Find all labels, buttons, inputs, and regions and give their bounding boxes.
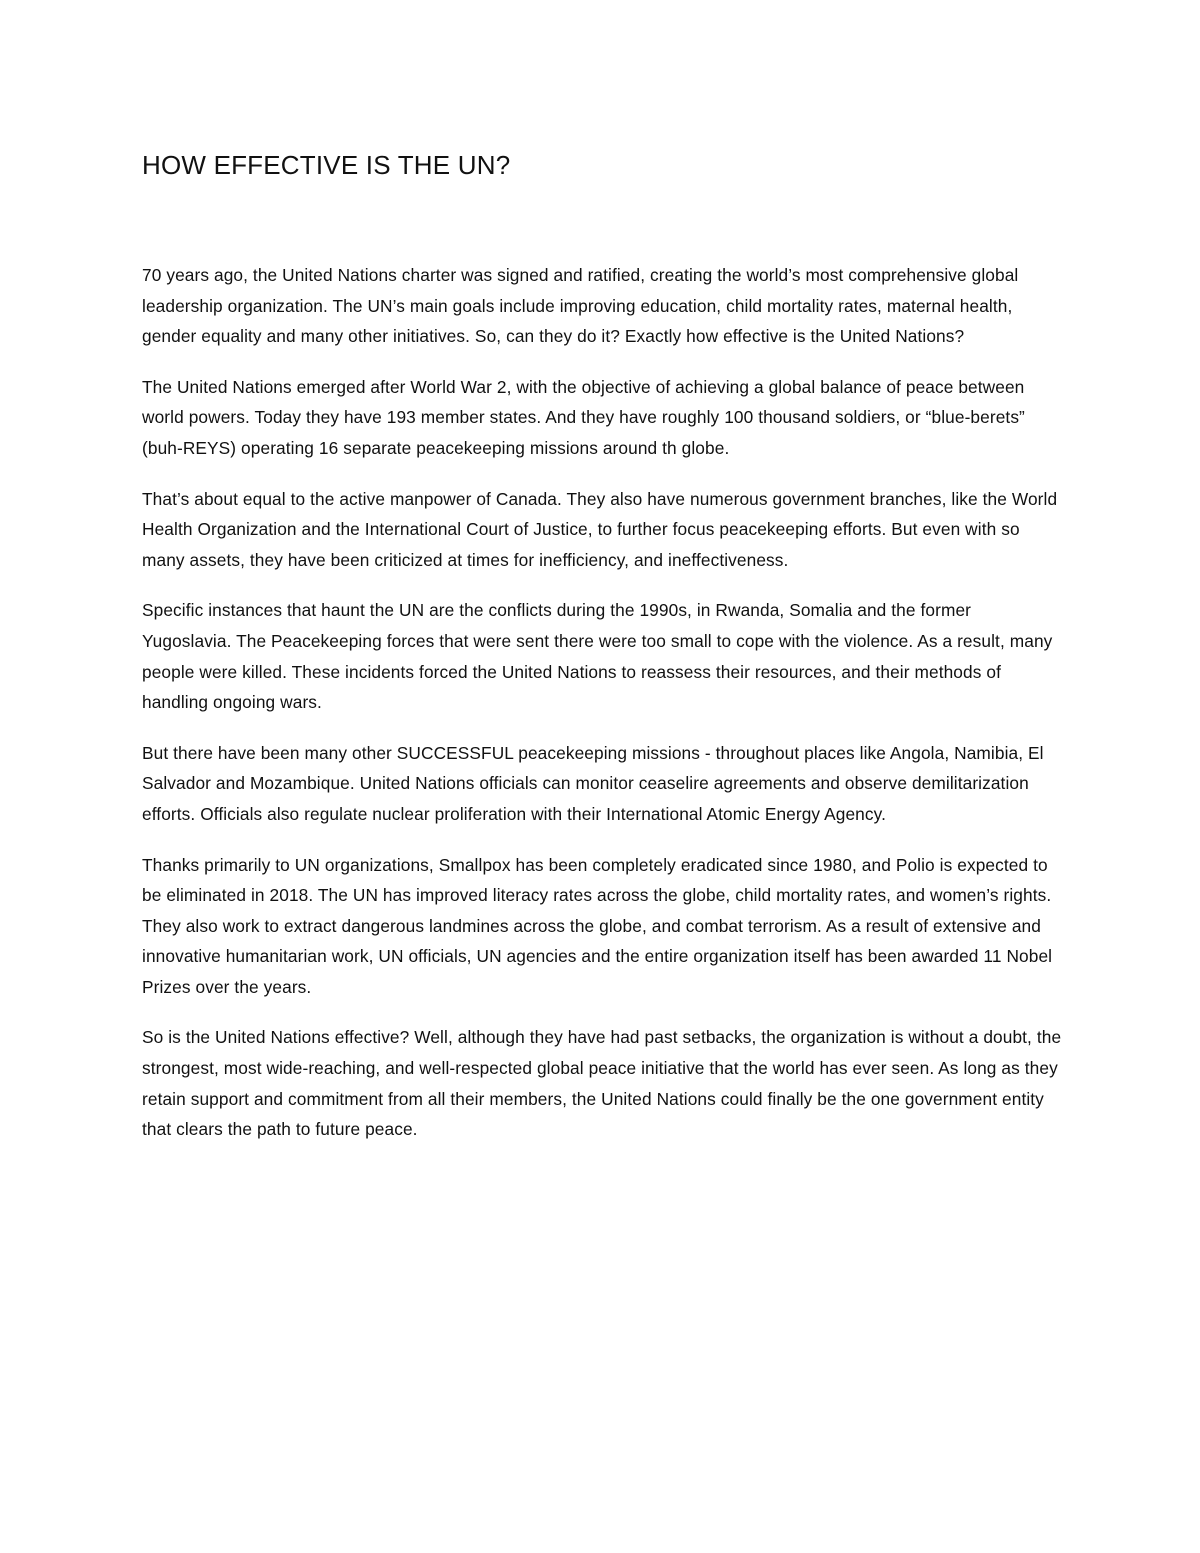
paragraph-failures: Specific instances that haunt the UN are the conflicts during the 1990s, in Rwanda, Somalia and the former Yugoslavia. The Peacekeeping forces that were sent there were too small to cope with the violence. As a result, many people were killed. These incidents forced the United Nations to reassess their resources, and their methods of handling ongoing wars.: [142, 600, 1053, 713]
paragraph-achievements: Thanks primarily to UN organizations, Smallpox has been completely eradicated since 1980, and Polio is expected to be eliminated in 2018. The UN has improved literacy rates across the globe, child mortality rates, and women’s rights. They also work to extract dangerous landmines across the globe, and combat terrorism. As a result of extensive and innovative humanitarian work, UN officials, UN agencies and the entire organization itself has been awarded 11 Nobel Prizes over the years.: [142, 854, 1053, 997]
document-title: HOW EFFECTIVE IS THE UN?: [142, 150, 511, 180]
document-body: [142, 148, 1062, 1165]
paragraph-successes: But there have been many other SUCCESSFUL peacekeeping missions - throughout places like Angola, Namibia, El Salvador and Mozambique. United Nations officials can monitor ceaselire agreements and observe demilitarization efforts. Officials also regulate nuclear proliferation with their International Atomic Energy Agency.: [142, 742, 1044, 824]
paragraph-conclusion: So is the United Nations effective? Well, although they have had past setbacks, the organization is without a doubt, the strongest, most wide-reaching, and well-respected global peace initiative that the world has ever seen. As long as they retain support and commitment from all their members, the United Nations could finally be the one government entity that clears the path to future peace.: [142, 1027, 1062, 1140]
paragraph-history: The United Nations emerged after World War 2, with the objective of achieving a global balance of peace between world powers. Today they have 193 member states. And they have roughly 100 thousand soldiers, or “blue-berets” (buh-REYS) operating 16 separate peacekeeping missions around th globe.: [142, 376, 1025, 458]
paragraph-branches: That’s about equal to the active manpower of Canada. They also have numerous government branches, like the World Health Organization and the International Court of Justice, to further focus peacekeeping efforts. But even with so many assets, they have been criticized at times for inefficiency, and ineffectiveness.: [142, 488, 1058, 570]
paragraph-intro: 70 years ago, the United Nations charter was signed and ratified, creating the world’s most comprehensive global leadership organization. The UN’s main goals include improving education, child mortality rates, maternal health, gender equality and many other initiatives. So, can they do it? Exactly how effective is the United Nations?: [142, 265, 1019, 347]
